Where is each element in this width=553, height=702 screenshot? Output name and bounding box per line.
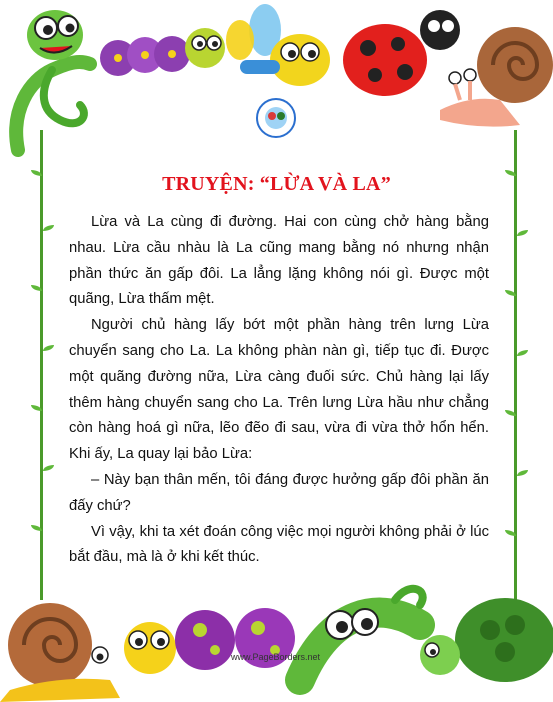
watermark-text: www.PageBorders.net	[231, 652, 321, 662]
story-paragraph: – Này bạn thân mến, tôi đáng được hưởng gấp đôi phần ăn đấy chứ?	[69, 471, 489, 514]
story-paragraph: Vì vậy, khi ta xét đoán công việc mọi người không phải ở lúc bắt đầu, mà là ở khi kết thúc.	[69, 523, 489, 566]
vine-leaf	[517, 470, 528, 476]
vine-leaf	[517, 230, 528, 236]
vine-leaf	[43, 345, 54, 351]
story-paragraph: Người chủ hàng lấy bớt một phần hàng trên lưng Lừa chuyển sang cho La. La không phàn nàn gì, tiếp tục đi. Được một quãng đường nữa, Lừa càng đuối sức. Chủ hàng lại lấy thêm hàng chuyển sang cho La. Trên lưng Lừa hầu như chẳng còn hàng hoá gì nữa, lẽo đẽo đi sau, vừa đi vừa thở hổn hển. Khi ấy, La quay lại bảo Lừa:	[69, 317, 489, 463]
vine-leaf	[517, 350, 528, 356]
story-body	[69, 210, 489, 571]
bottom-animal-border	[0, 570, 553, 702]
logo-child-icon	[277, 112, 285, 120]
school-logo	[256, 98, 296, 138]
vine-leaf	[43, 225, 54, 231]
right-vine-border	[514, 130, 517, 600]
story-paragraph: Lừa và La cùng đi đường. Hai con cùng chở hàng bằng nhau. Lừa cầu nhàu là La cũng mang bằng nó nhưng nhận phần thức ăn gấp đôi. La lẳng lặng không nói gì. Được một quãng, Lừa thấm mệt.	[69, 214, 489, 308]
logo-child-icon	[268, 112, 276, 120]
story-title: TRUYỆN: “LỪA VÀ LA”	[162, 173, 391, 195]
vine-leaf	[43, 465, 54, 471]
